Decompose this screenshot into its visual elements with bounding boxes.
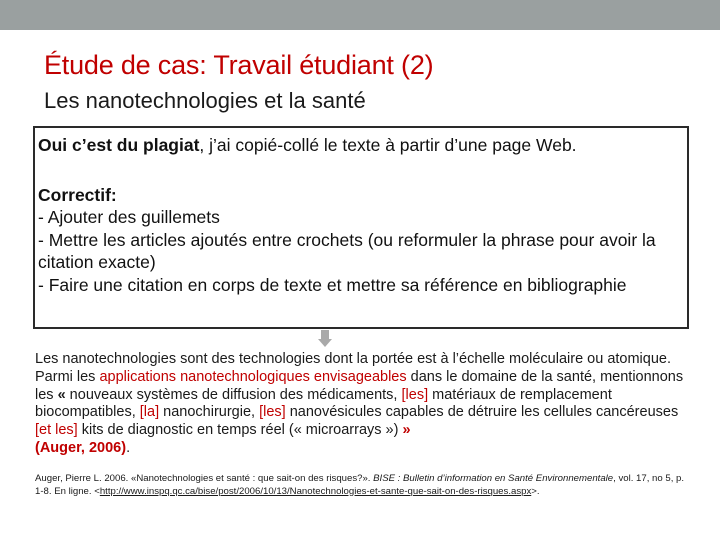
answer-rest: , j’ai copié-collé le texte à partir d’une page Web. (199, 135, 577, 155)
answer-bold: Oui c’est du plagiat (38, 135, 200, 155)
para-text: kits de diagnostic en temps réel (« microarrays ») (77, 422, 399, 439)
spacer (38, 157, 687, 184)
para-text: dans le domaine de la santé, mentionnons les (35, 368, 684, 403)
correctif-item-1: - Ajouter des guillemets (38, 207, 220, 227)
ref-journal: BISE : Bulletin d’information en Santé Environnementale (373, 473, 614, 484)
bibliography-reference (35, 473, 695, 498)
ref-text: Auger, Pierre L. 2006. «Nanotechnologies et santé : que sait-on des risques?». (35, 473, 374, 484)
para-close-quote: » (398, 422, 411, 439)
para-bracket: [les] (401, 386, 429, 403)
ref-text: , vol. 17, no 5, p. 1-8. En ligne. < (35, 473, 685, 497)
slide-title: Étude de cas: Travail étudiant (2) (44, 50, 434, 80)
top-bar (0, 0, 720, 30)
quoted-paragraph (35, 351, 689, 458)
answer-line (38, 134, 687, 157)
para-text: nanovésicules capables de détruire les cellules cancéreuses (285, 404, 679, 421)
para-text: nanochirurgie, (159, 404, 260, 421)
para-text: Les nanotechnologies sont des technologies dont la portée est à l’échelle moléculaire ou atomique. Parmi les (35, 351, 672, 385)
para-citation: (Auger, 2006) (35, 439, 127, 456)
ref-text: >. (531, 485, 540, 497)
down-arrow-icon (318, 339, 332, 347)
para-text: nouveaux systèmes de diffusion des médicaments, (65, 386, 402, 403)
para-open-quote: « (57, 386, 66, 403)
slide-subtitle: Les nanotechnologies et la santé (44, 88, 366, 113)
para-text: matériaux de remplacement biocompatibles, (35, 386, 612, 421)
ref-url-link[interactable]: http://www.inspq.qc.ca/bise/post/2006/10/13/Nanotechnologies-et-sante-que-sait-on-des-risques.aspx (99, 485, 532, 497)
para-highlight: applications nanotechnologiques envisageables (99, 368, 407, 385)
para-bracket: [et les] (35, 422, 78, 439)
answer-box (33, 126, 689, 329)
correctif-label: Correctif: (38, 184, 117, 205)
correctif-item-3: - Faire une citation en corps de texte et mettre sa référence en bibliographie (38, 274, 627, 295)
para-bracket: [la] (139, 404, 160, 421)
correctif-item-2: - Mettre les articles ajoutés entre crochets (ou reformuler la phrase pour avoir la citation exacte) (38, 229, 656, 272)
para-bracket: [les] (259, 404, 286, 421)
para-text: . (126, 439, 131, 456)
